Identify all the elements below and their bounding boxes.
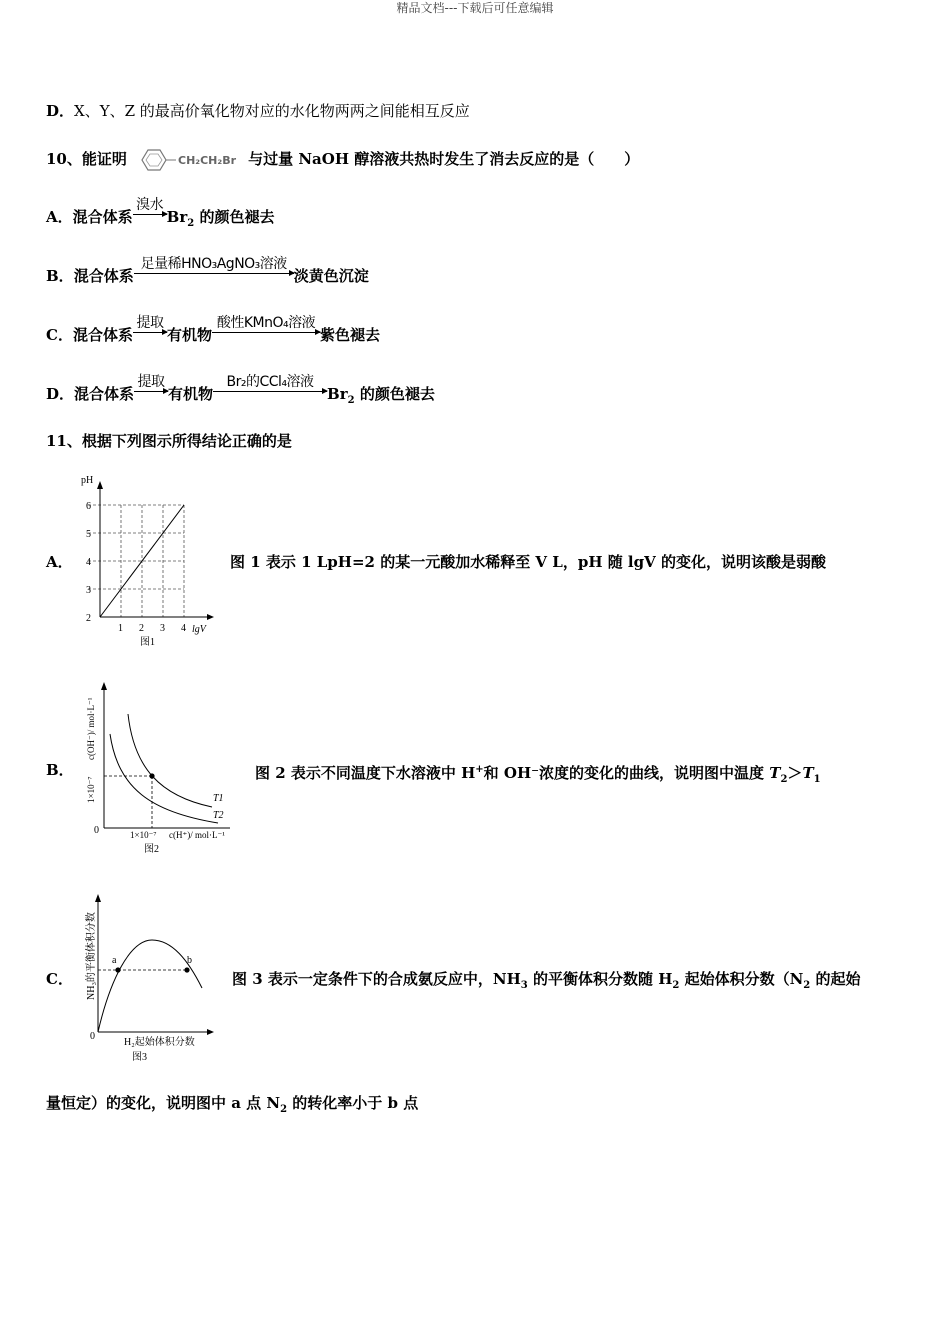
fig3-ylabel: NH₃的平衡体积分数: [86, 912, 97, 1000]
figure-1-ph-dilution: [72, 472, 222, 652]
q10-stem: [46, 147, 639, 173]
fig3-point-b: [184, 967, 189, 972]
fig2-origin: 0: [94, 825, 99, 836]
stem-suffix: 与过量 NaOH 醇溶液共热时发生了消去反应的是（ ）: [248, 150, 640, 168]
question-number: 11、: [46, 432, 82, 450]
fig3-label-a: a: [112, 955, 117, 966]
arrow-label: 溴水: [136, 197, 164, 213]
fig3-curve: [98, 940, 202, 1032]
fig1-grid: [88, 505, 184, 617]
arrow-label: 足量稀HNO₃AgNO₃溶液: [140, 256, 287, 272]
option-label: A．: [46, 208, 73, 226]
option-end: 紫色褪去: [319, 326, 380, 344]
arrow-label: 提取: [137, 374, 165, 390]
option-start: 混合体系: [73, 267, 134, 285]
fig2-curve-t2: [110, 734, 218, 823]
q11-option-b-text: 图 2 表示不同温度下水溶液中 H+和 OH⁻浓度的变化的曲线，说明图中温度 $T_2>T_1$: [255, 764, 821, 785]
option-label: C．: [46, 326, 73, 344]
q11-option-c-label: C．: [46, 970, 73, 988]
option-label: D．: [46, 102, 75, 120]
page-header: 精品文档---下载后可任意编辑: [396, 1, 554, 15]
structure-label: CH₂CH₂Br: [178, 154, 237, 167]
option-label: B．: [46, 267, 74, 285]
q11-option-a-label: A．: [46, 553, 73, 571]
arrow-label: 酸性KMnO₄溶液: [216, 315, 316, 331]
q11-option-c-continuation: 量恒定）的变化，说明图中 a 点 $N_2$ 的转化率小于 b 点: [46, 1094, 419, 1115]
fig1-ytick: 6: [86, 501, 91, 512]
figure-2-water-ion-product: [80, 678, 245, 860]
q10-option-b: [46, 256, 369, 286]
fig3-label-b: b: [187, 955, 192, 966]
option-mid: 有机物: [166, 326, 212, 344]
option-label: D．: [46, 385, 75, 403]
fig1-xtick: 3: [160, 623, 165, 634]
fig3-point-a: [115, 967, 120, 972]
figure-3-ammonia-synthesis: [80, 890, 220, 1068]
fig1-xtick: 2: [139, 623, 144, 634]
q11-option-b-label: B．: [46, 761, 74, 779]
fig1-ylabel: pH: [81, 475, 94, 486]
q10-option-c: [46, 315, 380, 345]
fig2-ytick: 1×10⁻⁷: [86, 776, 96, 803]
fig2-point: [149, 773, 154, 778]
q10-option-d: [46, 374, 435, 411]
question-number: 10、: [46, 150, 82, 168]
fig2-xlabel: c(H⁺)/ mol·L⁻¹: [169, 830, 225, 840]
fig3-origin: 0: [90, 1031, 95, 1042]
q9-option-d: [46, 101, 470, 121]
option-start: 混合体系: [72, 326, 133, 344]
fig2-ylabel: c(OH⁻)/ mol·L⁻¹: [86, 697, 96, 760]
stem-prefix: 能证明: [81, 150, 127, 168]
option-end: 淡黄色沉淀: [293, 267, 369, 285]
reaction-arrow: [134, 256, 294, 286]
fig2-curve-label-t2: T2: [213, 810, 224, 821]
fig1-xlabel: lgV: [192, 624, 206, 635]
reaction-arrow: [133, 315, 167, 345]
reaction-arrow: [213, 374, 327, 404]
q11-option-c-text: 图 3 表示一定条件下的合成氨反应中，$NH_3$ 的平衡体积分数随 $H_2$ 起始体积分数（$N_2$ 的起始: [232, 970, 861, 991]
phenethyl-bromide-structure: [134, 147, 246, 173]
option-end: $Br_2$ 的颜色褪去: [166, 208, 275, 229]
reaction-arrow: [133, 197, 167, 227]
fig1-ytick: 3: [86, 585, 91, 596]
fig2-xtick: 1×10⁻⁷: [130, 830, 157, 840]
arrow-label: Br₂的CCl₄溶液: [226, 374, 314, 390]
fig1-caption: 图1: [140, 637, 155, 648]
option-mid: 有机物: [168, 385, 214, 403]
fig1-ytick: 2: [86, 613, 91, 624]
fig1-xtick: 4: [181, 623, 186, 634]
option-end: $Br_2$ 的颜色褪去: [327, 385, 435, 406]
q11-stem: [46, 431, 292, 451]
reaction-arrow: [212, 315, 320, 345]
q10-option-a: [46, 197, 275, 234]
option-text: X、Y、Z 的最高价氧化物对应的水化物两两之间能相互反应: [74, 102, 470, 120]
arrow-label: 提取: [136, 315, 164, 331]
fig3-xlabel: H₂起始体积分数: [124, 1037, 195, 1048]
fig3-caption: 图3: [132, 1052, 147, 1063]
fig2-curve-t1: [128, 714, 212, 807]
fig1-xtick: 1: [118, 623, 123, 634]
fig2-curve-label-t1: T1: [213, 793, 224, 804]
option-start: 混合体系: [74, 385, 135, 403]
option-start: 混合体系: [72, 208, 133, 226]
stem-text: 根据下列图示所得结论正确的是: [81, 432, 292, 450]
fig2-caption: 图2: [144, 844, 159, 855]
q11-option-a-text: 图 1 表示 1 LpH=2 的某一元酸加水稀释至 V L，pH 随 lgV 的变化，说明该酸是弱酸: [230, 553, 826, 571]
fig1-ytick: 5: [86, 529, 91, 540]
fig1-ytick: 4: [86, 557, 91, 568]
reaction-arrow: [134, 374, 168, 404]
